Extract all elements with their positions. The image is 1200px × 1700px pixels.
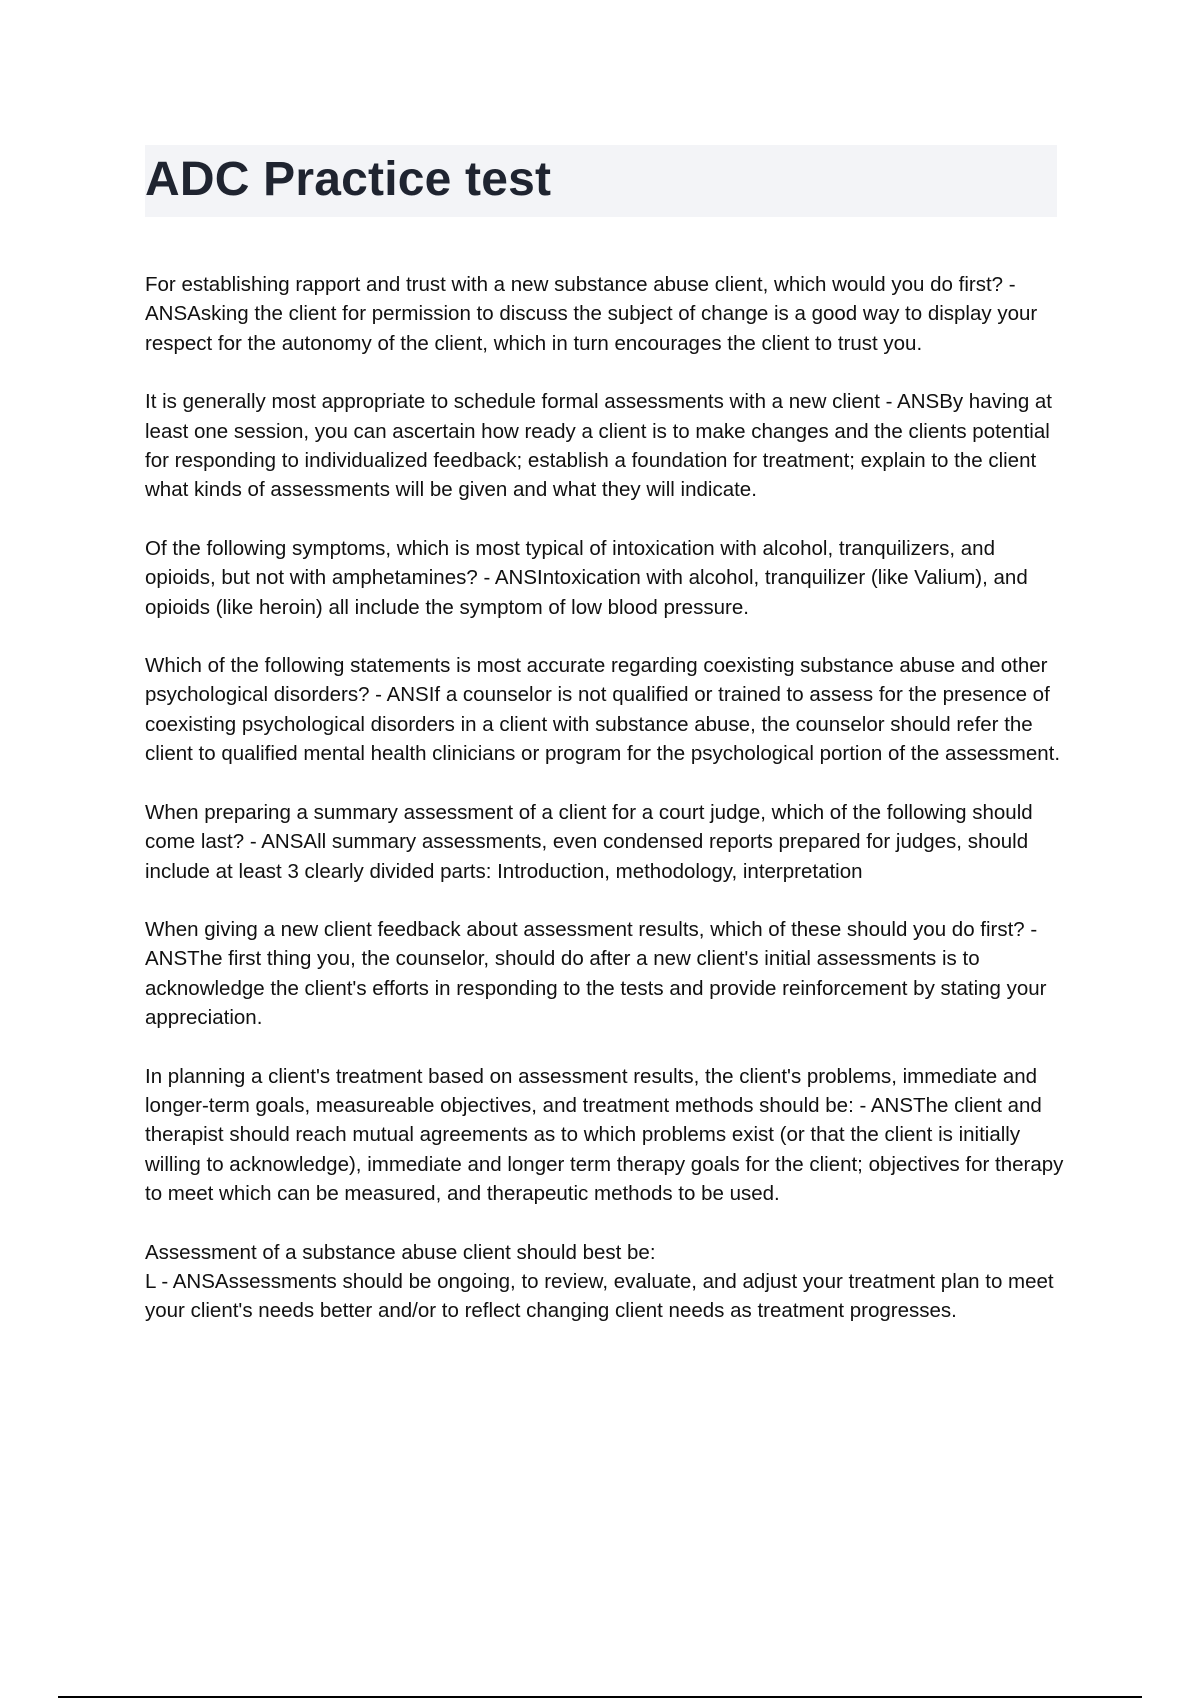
question-text: Of the following symptoms, which is most typical of intoxication with alcohol, tranquilizers, and opioids, but not with amphetamines?: [145, 536, 995, 590]
page-title: ADC Practice test: [145, 153, 552, 206]
question-text: It is generally most appropriate to schedule formal assessments with a new client: [145, 390, 880, 414]
answer-text: By having at least one session, you can ascertain how ready a client is to make changes and the clients potential for responding to individualized feedback; establish a foundation for treatment; explain to the client what kinds of assessments will be given and what they will indicate.: [145, 390, 1053, 502]
qa-item: [145, 270, 1065, 358]
qa-item: [145, 1062, 1065, 1209]
answer-separator: - ANS: [477, 566, 538, 590]
question-text: Which of the following statements is most accurate regarding coexisting substance abuse and other psychological disorders?: [145, 654, 1048, 707]
answer-text: Intoxication with alcohol, tranquilizer (like Valium), and opioids (like heroin) all include the symptom of low blood pressure.: [145, 566, 1028, 619]
qa-list: [145, 270, 1065, 1355]
question-text: Assessment of a substance abuse client should best be:: [145, 1240, 656, 1264]
answer-text: All summary assessments, even condensed reports prepared for judges, should include at least 3 clearly divided parts: Introduction, methodology, interpretation: [145, 830, 1029, 883]
answer-text: If a counselor is not qualified or trained to assess for the presence of coexisting psychological disorders in a client with substance abuse, the counselor should refer the client to qualified mental health clinicians or program for the psychological portion of the assessment.: [145, 683, 1061, 766]
qa-item: [145, 915, 1065, 1033]
answer-separator: - ANS: [369, 683, 429, 707]
question-text: When giving a new client feedback about assessment results, which of these should you do first?: [145, 917, 1025, 941]
question-text: When preparing a summary assessment of a client for a court judge, which of the following should come last?: [145, 800, 1033, 854]
qa-item: [145, 651, 1065, 769]
answer-text: Assessments should be ongoing, to review, evaluate, and adjust your treatment plan to meet your client's needs better and/or to reflect changing client needs as treatment progresses.: [145, 1269, 1054, 1323]
question-text: For establishing rapport and trust with a new substance abuse client, which would you do first?: [145, 273, 1004, 296]
question-tail: L: [145, 1269, 156, 1293]
qa-item: [145, 798, 1065, 886]
answer-separator: - ANS: [145, 273, 1016, 326]
answer-separator: - ANS: [244, 830, 304, 854]
answer-text: Asking the client for permission to discuss the subject of change is a good way to display your respect for the autonomy of the client, which in turn encourages the client to trust you.: [145, 302, 1038, 355]
question-text: In planning a client's treatment based on assessment results, the client's problems, immediate and longer-term goals, measureable objectives, and treatment methods should be:: [145, 1064, 1038, 1117]
answer-separator: - ANS: [853, 1093, 914, 1117]
title-banner: [145, 145, 1057, 217]
answer-separator: - ANS: [155, 1269, 215, 1293]
qa-item: [145, 387, 1065, 505]
qa-item: [145, 534, 1065, 622]
answer-separator: - ANS: [145, 917, 1038, 971]
qa-item: [145, 1238, 1065, 1326]
footer-divider: [58, 1696, 1142, 1698]
answer-text: The first thing you, the counselor, should do after a new client's initial assessments is to acknowledge the client's efforts in responding to the tests and provide reinforcement by stating your appreciation.: [145, 947, 1047, 1030]
answer-separator: - ANS: [879, 390, 940, 414]
answer-text: The client and therapist should reach mutual agreements as to which problems exist (or that the client is initially willing to acknowledge), immediate and longer term therapy goals for the client; objectives for therapy to meet which can be measured, and therapeutic methods to be used.: [145, 1093, 1064, 1206]
